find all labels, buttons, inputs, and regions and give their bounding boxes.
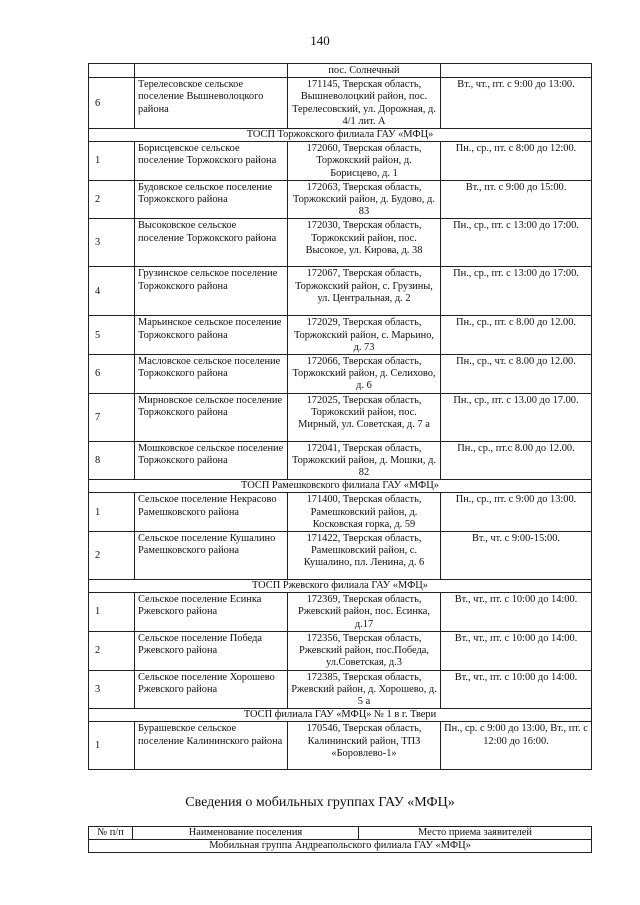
section-title: ТОСП Рамешковского филиала ГАУ «МФЦ» [89, 480, 592, 493]
row-number: 2 [89, 631, 135, 670]
row-number: 1 [89, 722, 135, 770]
settlement-address: 172025, Тверская область, Торжокский район, пос. Мирный, ул. Советская, д. 7 а [288, 393, 441, 441]
row-number [89, 64, 135, 78]
reception-hours: Пн., ср., пт. с 13:00 до 17:00. [441, 219, 592, 267]
settlement-row [89, 670, 592, 709]
row-number: 2 [89, 180, 135, 219]
reception-hours: Пн., ср., пт. с 8.00 до 12.00. [441, 316, 592, 355]
reception-hours: Вт., чт., пт. с 10:00 до 14:00. [441, 631, 592, 670]
settlement-address: 171400, Тверская область, Рамешковский район, д. Косковская горка, д. 59 [288, 493, 441, 532]
section-title: ТОСП Ржевского филиала ГАУ «МФЦ» [89, 580, 592, 593]
settlement-address: 172356, Тверская область, Ржевский район, пос.Победа, ул.Советская, д.3 [288, 631, 441, 670]
row-number: 7 [89, 393, 135, 441]
reception-hours [441, 64, 592, 78]
reception-hours: Пн., ср., пт. с 9:00 до 13:00. [441, 493, 592, 532]
settlement-address: 172066, Тверская область, Торжокский район, д. Селихово, д. 6 [288, 355, 441, 394]
section-header-row [89, 709, 592, 722]
settlements-table [88, 63, 592, 770]
mobile-groups-table [88, 826, 592, 853]
settlement-name: Борисцевское сельское поселение Торжокского района [135, 142, 288, 181]
reception-hours: Пн., ср., пт. с 13.00 до 17.00. [441, 393, 592, 441]
mobile-group-row [89, 840, 592, 853]
reception-hours: Пн., ср., чт. с 8.00 до 12.00. [441, 355, 592, 394]
reception-hours: Вт., чт. с 9:00-15:00. [441, 532, 592, 580]
row-number: 6 [89, 355, 135, 394]
settlement-name: Сельское поселение Хорошево Ржевского района [135, 670, 288, 709]
settlement-address: 172041, Тверская область, Торжокский район, д. Мошки, д. 82 [288, 441, 441, 480]
settlement-address: 171422, Тверская область, Рамешковский район, с. Кушалино, пл. Ленина, д. 6 [288, 532, 441, 580]
settlement-address: 172060, Тверская область, Торжокский район, д. Борисцево, д. 1 [288, 142, 441, 181]
settlement-row [89, 142, 592, 181]
settlement-name: Сельское поселение Есинка Ржевского района [135, 593, 288, 632]
settlement-address: 172385, Тверская область, Ржевский район, д. Хорошево, д. 5 а [288, 670, 441, 709]
settlement-row [89, 532, 592, 580]
section-header-row [89, 580, 592, 593]
section-title: ТОСП Торжокского филиала ГАУ «МФЦ» [89, 129, 592, 142]
settlement-name: Марьинское сельское поселение Торжокского района [135, 316, 288, 355]
settlement-name: Бурашевское сельское поселение Калининского района [135, 722, 288, 770]
settlement-name: Мошковское сельское поселение Торжокского района [135, 441, 288, 480]
section-header-row [89, 480, 592, 493]
reception-hours: Вт., пт. с 9:00 до 15:00. [441, 180, 592, 219]
header-settlement-name: Наименование поселения [133, 827, 359, 840]
section-title: ТОСП филиала ГАУ «МФЦ» № 1 в г. Твери [89, 709, 592, 722]
row-number: 3 [89, 670, 135, 709]
mobile-table-header-row [89, 827, 592, 840]
settlement-name: Сельское поселение Некрасово Рамешковского района [135, 493, 288, 532]
row-number: 1 [89, 593, 135, 632]
reception-hours: Вт., чт., пт. с 10:00 до 14:00. [441, 593, 592, 632]
settlement-address: 172369, Тверская область, Ржевский район, пос. Есинка, д.17 [288, 593, 441, 632]
settlement-row [89, 355, 592, 394]
section-header-row [89, 129, 592, 142]
mobile-groups-title: Сведения о мобильных группах ГАУ «МФЦ» [185, 795, 455, 810]
settlement-address: 170546, Тверская область, Калининский район, ТПЗ «Боровлево-1» [288, 722, 441, 770]
settlement-row [89, 219, 592, 267]
settlement-row [89, 722, 592, 770]
row-number: 5 [89, 316, 135, 355]
settlements-table-body [89, 64, 592, 770]
settlement-address: 172029, Тверская область, Торжокский район, с. Марьино, д. 73 [288, 316, 441, 355]
settlement-address: 172030, Тверская область, Торжокский район, пос. Высокое, ул. Кирова, д. 38 [288, 219, 441, 267]
settlement-name: Будовское сельское поселение Торжокского района [135, 180, 288, 219]
settlement-name: Высоковское сельское поселение Торжокского района [135, 219, 288, 267]
row-number: 4 [89, 267, 135, 316]
row-number: 2 [89, 532, 135, 580]
settlement-address: пос. Солнечный [288, 64, 441, 78]
settlement-row [89, 393, 592, 441]
page-number: 140 [310, 33, 330, 48]
header-reception-place: Место приема заявителей [359, 827, 592, 840]
settlement-row [89, 316, 592, 355]
settlement-row [89, 64, 592, 78]
row-number: 8 [89, 441, 135, 480]
settlement-row [89, 180, 592, 219]
settlement-address: 171145, Тверская область, Вышневолоцкий район, пос. Терелесовский, ул. Дорожная, д. 4/1 лит. А [288, 78, 441, 129]
reception-hours: Пн., ср., пт. с 8:00 до 12:00. [441, 142, 592, 181]
reception-hours: Пн., ср., пт.с 8.00 до 12.00. [441, 441, 592, 480]
reception-hours: Пн., ср. с 9:00 до 13:00, Вт., пт. с 12:00 до 16:00. [441, 722, 592, 770]
settlement-name: Мирновское сельское поселение Торжокского района [135, 393, 288, 441]
settlement-row [89, 593, 592, 632]
reception-hours: Вт., чт., пт. с 9:00 до 13:00. [441, 78, 592, 129]
settlement-row [89, 631, 592, 670]
row-number: 6 [89, 78, 135, 129]
settlement-name: Сельское поселение Победа Ржевского района [135, 631, 288, 670]
settlement-row [89, 493, 592, 532]
row-number: 1 [89, 493, 135, 532]
row-number: 3 [89, 219, 135, 267]
settlement-address: 172063, Тверская область, Торжокский район, д. Будово, д. 83 [288, 180, 441, 219]
settlement-name [135, 64, 288, 78]
reception-hours: Вт., чт., пт. с 10:00 до 14:00. [441, 670, 592, 709]
mobile-group-title: Мобильная группа Андреапольского филиала ГАУ «МФЦ» [89, 840, 592, 853]
settlement-name: Сельское поселение Кушалино Рамешковского района [135, 532, 288, 580]
settlement-row [89, 78, 592, 129]
settlement-name: Масловское сельское поселение Торжокского района [135, 355, 288, 394]
settlement-name: Грузинское сельское поселение Торжокского района [135, 267, 288, 316]
settlement-address: 172067, Тверская область, Торжокский район, с. Грузины, ул. Центральная, д. 2 [288, 267, 441, 316]
row-number: 1 [89, 142, 135, 181]
settlement-row [89, 441, 592, 480]
settlement-row [89, 267, 592, 316]
settlement-name: Терелесовское сельское поселение Вышневолоцкого района [135, 78, 288, 129]
reception-hours: Пн., ср., пт. с 13:00 до 17:00. [441, 267, 592, 316]
header-number: № п/п [89, 827, 133, 840]
